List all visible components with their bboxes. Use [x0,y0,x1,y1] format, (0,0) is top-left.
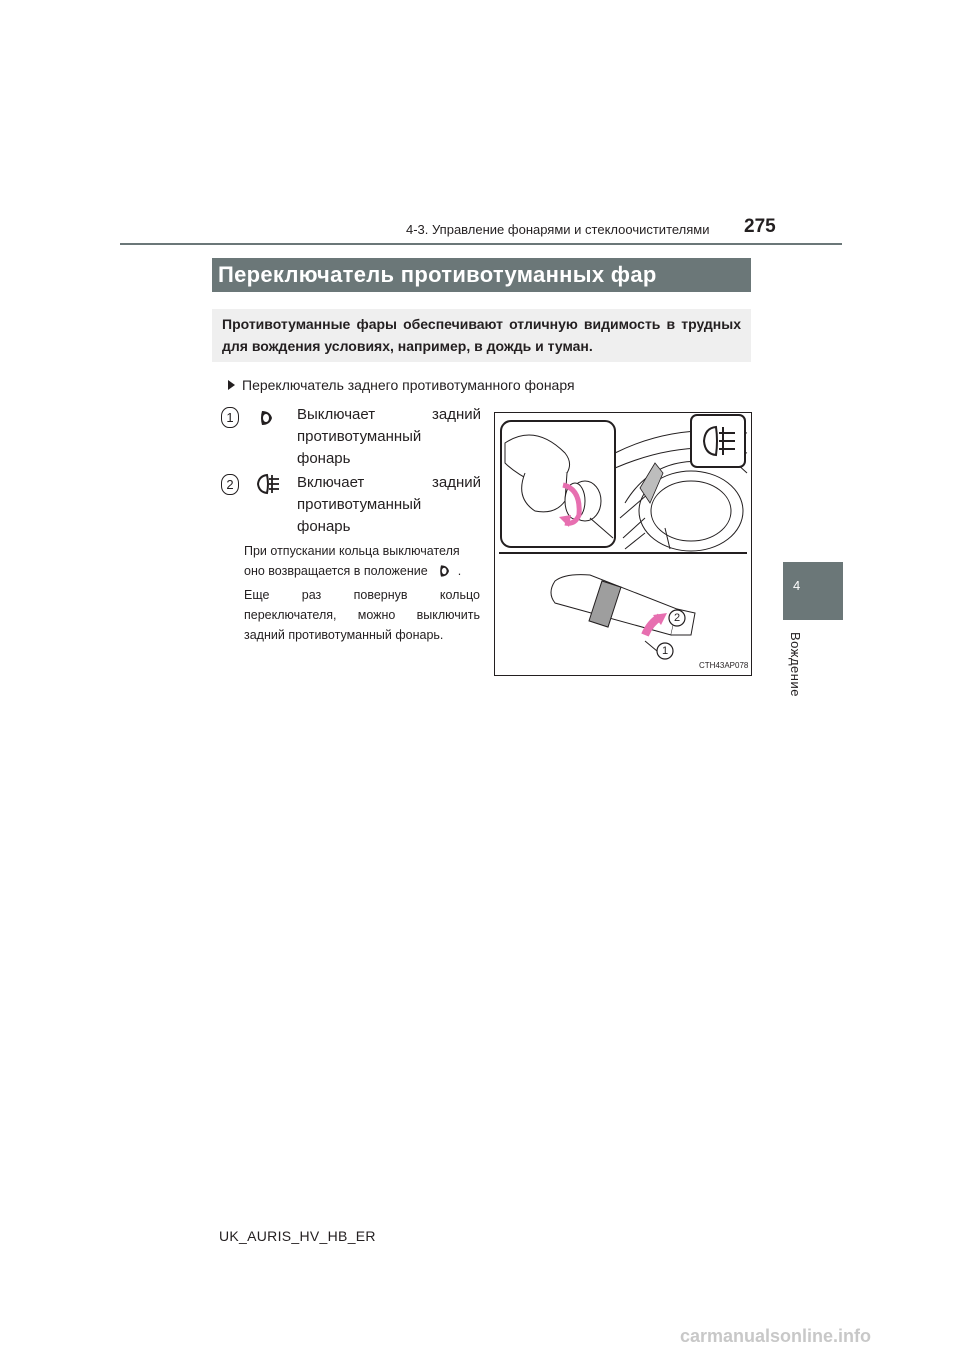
switch-illustration [494,412,752,676]
intro-text: Противотуманные фары обеспечивают отличную видимость в трудных для вождения условиях, например, в дождь и туман. [222,316,741,354]
note-turn-again: Еще раз повернув кольцо переключателя, можно выключить задний противотуманный фонарь. [244,588,480,642]
item-number-1: 1 [221,407,239,428]
header-rule [120,243,842,245]
item-text-2: Включает задний противотуманный фонарь [297,474,481,535]
figure-code: CTH43AP078 [699,661,749,670]
chapter-tab-number: 4 [793,578,801,593]
section-header: 4-3. Управление фонарями и стеклоочистителями [406,222,710,237]
rear-fog-off-icon [257,408,277,428]
footer-code: UK_AURIS_HV_HB_ER [219,1228,376,1244]
subheading [228,377,575,393]
watermark: carmanualsonline.info [680,1326,872,1346]
figure-callout-2: 2 [673,612,681,624]
chapter-tab-label: Вождение [788,632,803,697]
page-title: Переключатель противотуманных фар [218,262,657,287]
figure-callout-1: 1 [661,645,669,657]
illustration-drawing [495,413,751,675]
item-text-1: Выключает задний противотуманный фонарь [297,406,481,467]
rear-fog-off-icon [436,563,454,579]
note-release-ring: При отпускании кольца выключателя оно возвращается в положение . [244,544,462,578]
subheading-text: Переключатель заднего противотуманного фонаря [242,377,575,393]
bullet-triangle-icon [228,380,235,390]
rear-fog-on-icon [256,473,280,495]
item-number-2: 2 [221,474,239,495]
page-number: 275 [744,216,776,237]
